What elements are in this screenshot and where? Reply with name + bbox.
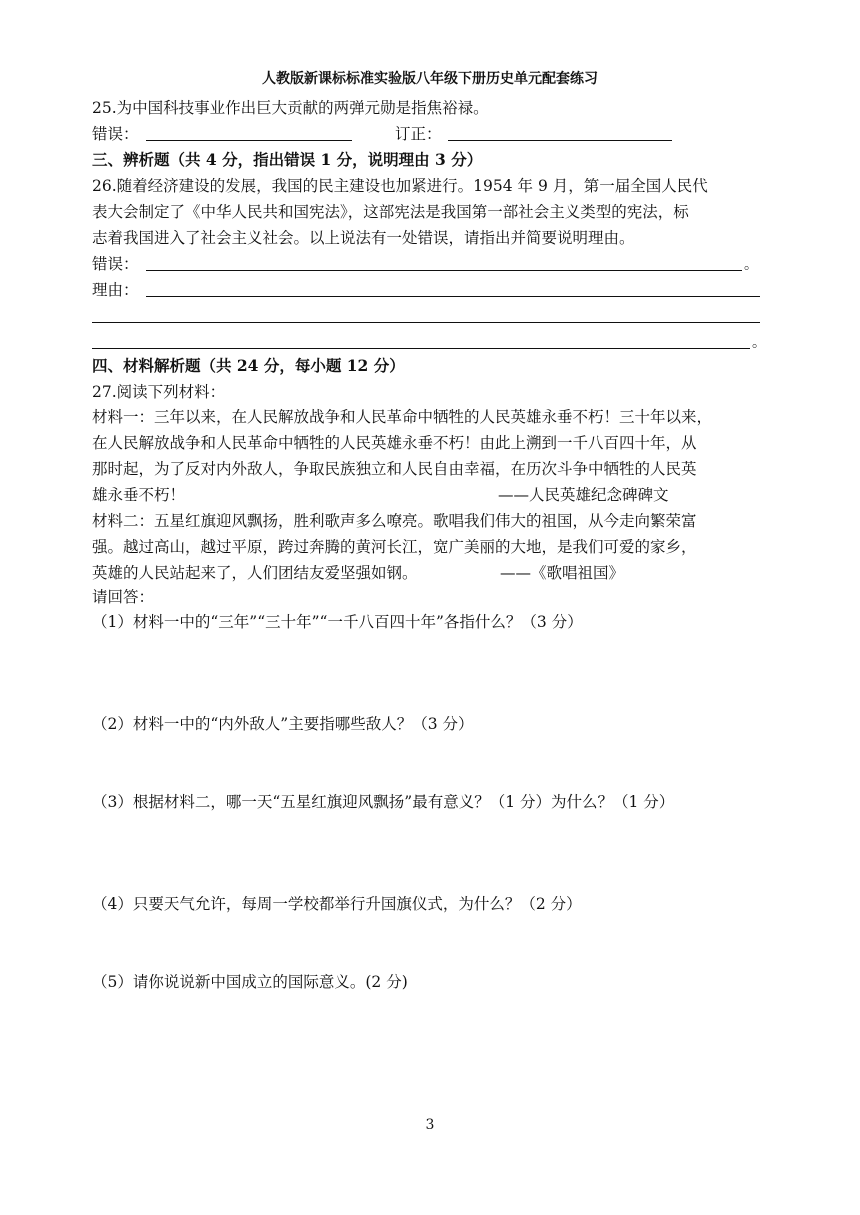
material1-line-1: 材料一：三年以来，在人民解放战争和人民革命中牺牲的人民英雄永垂不朽！三十年以来， [92,408,713,426]
q25-correct-blank[interactable] [448,140,672,141]
q26-error-period: 。 [744,257,758,273]
q25-error-blank[interactable] [146,140,352,141]
section3-title: 三、辨析题（共 4 分，指出错误 1 分，说明理由 3 分） [92,150,483,169]
material1-line-2: 在人民解放战争和人民革命中牺牲的人民英雄永垂不朽！由此上溯到一千八百四十年，从 [92,434,697,452]
q25-correct-label: 订正： [395,125,442,143]
q26-reason-blank-3[interactable] [92,348,750,349]
q26-reason-label: 理由： [92,281,139,299]
question-3: （3）根据材料二，哪一天“五星红旗迎风飘扬”最有意义？（1 分）为什么？（1 分） [92,793,675,811]
page-header: 人教版新课标标准实验版八年级下册历史单元配套练习 [262,71,598,87]
q25-text: 25.为中国科技事业作出巨大贡献的两弹元勋是指焦裕禄。 [92,99,489,117]
question-4: （4）只要天气允许，每周一学校都举行升国旗仪式，为什么？（2 分） [92,895,582,913]
q26-error-blank[interactable] [146,270,742,271]
q26-line-1: 26.随着经济建设的发展，我国的民主建设也加紧进行。1954 年 9 月，第一届全国人民代 [92,177,708,195]
question-2: （2）材料一中的“内外敌人”主要指哪些敌人？（3 分） [92,715,474,733]
q27-intro: 27.阅读下列材料： [92,383,226,401]
q26-error-label: 错误： [92,255,139,273]
q26-line-2: 表大会制定了《中华人民共和国宪法》，这部宪法是我国第一部社会主义类型的宪法，标 [92,203,689,221]
q26-reason-period: 。 [752,335,766,351]
answer-prompt: 请回答： [92,588,155,606]
question-5: （5）请你说说新中国成立的国际意义。(2 分) [92,973,408,991]
material1-source: ——人民英雄纪念碑碑文 [498,486,669,504]
material1-line-4: 雄永垂不朽！ [92,486,186,504]
q26-line-3: 志着我国进入了社会主义社会。以上说法有一处错误，请指出并简要说明理由。 [92,229,635,247]
q26-reason-blank-1[interactable] [146,296,760,297]
material2-source: ——《歌唱祖国》 [500,564,625,582]
section4-title: 四、材料解析题（共 24 分，每小题 12 分） [92,356,405,375]
material2-line-3: 英雄的人民站起来了，人们团结友爱坚强如钢。 [92,564,418,582]
q25-error-label: 错误： [92,125,139,143]
material2-line-1: 材料二：五星红旗迎风飘扬，胜利歌声多么嘹亮。歌唱我们伟大的祖国，从今走向繁荣富 [92,512,697,530]
page-number: 3 [425,1117,435,1133]
q26-reason-blank-2[interactable] [92,322,760,323]
material1-line-3: 那时起，为了反对内外敌人，争取民族独立和人民自由幸福，在历次斗争中牺牲的人民英 [92,460,697,478]
question-1: （1）材料一中的“三年”“三十年”“一千八百四十年”各指什么？（3 分） [92,613,583,631]
material2-line-2: 强。越过高山，越过平原，跨过奔腾的黄河长江，宽广美丽的大地，是我们可爱的家乡， [92,538,697,556]
